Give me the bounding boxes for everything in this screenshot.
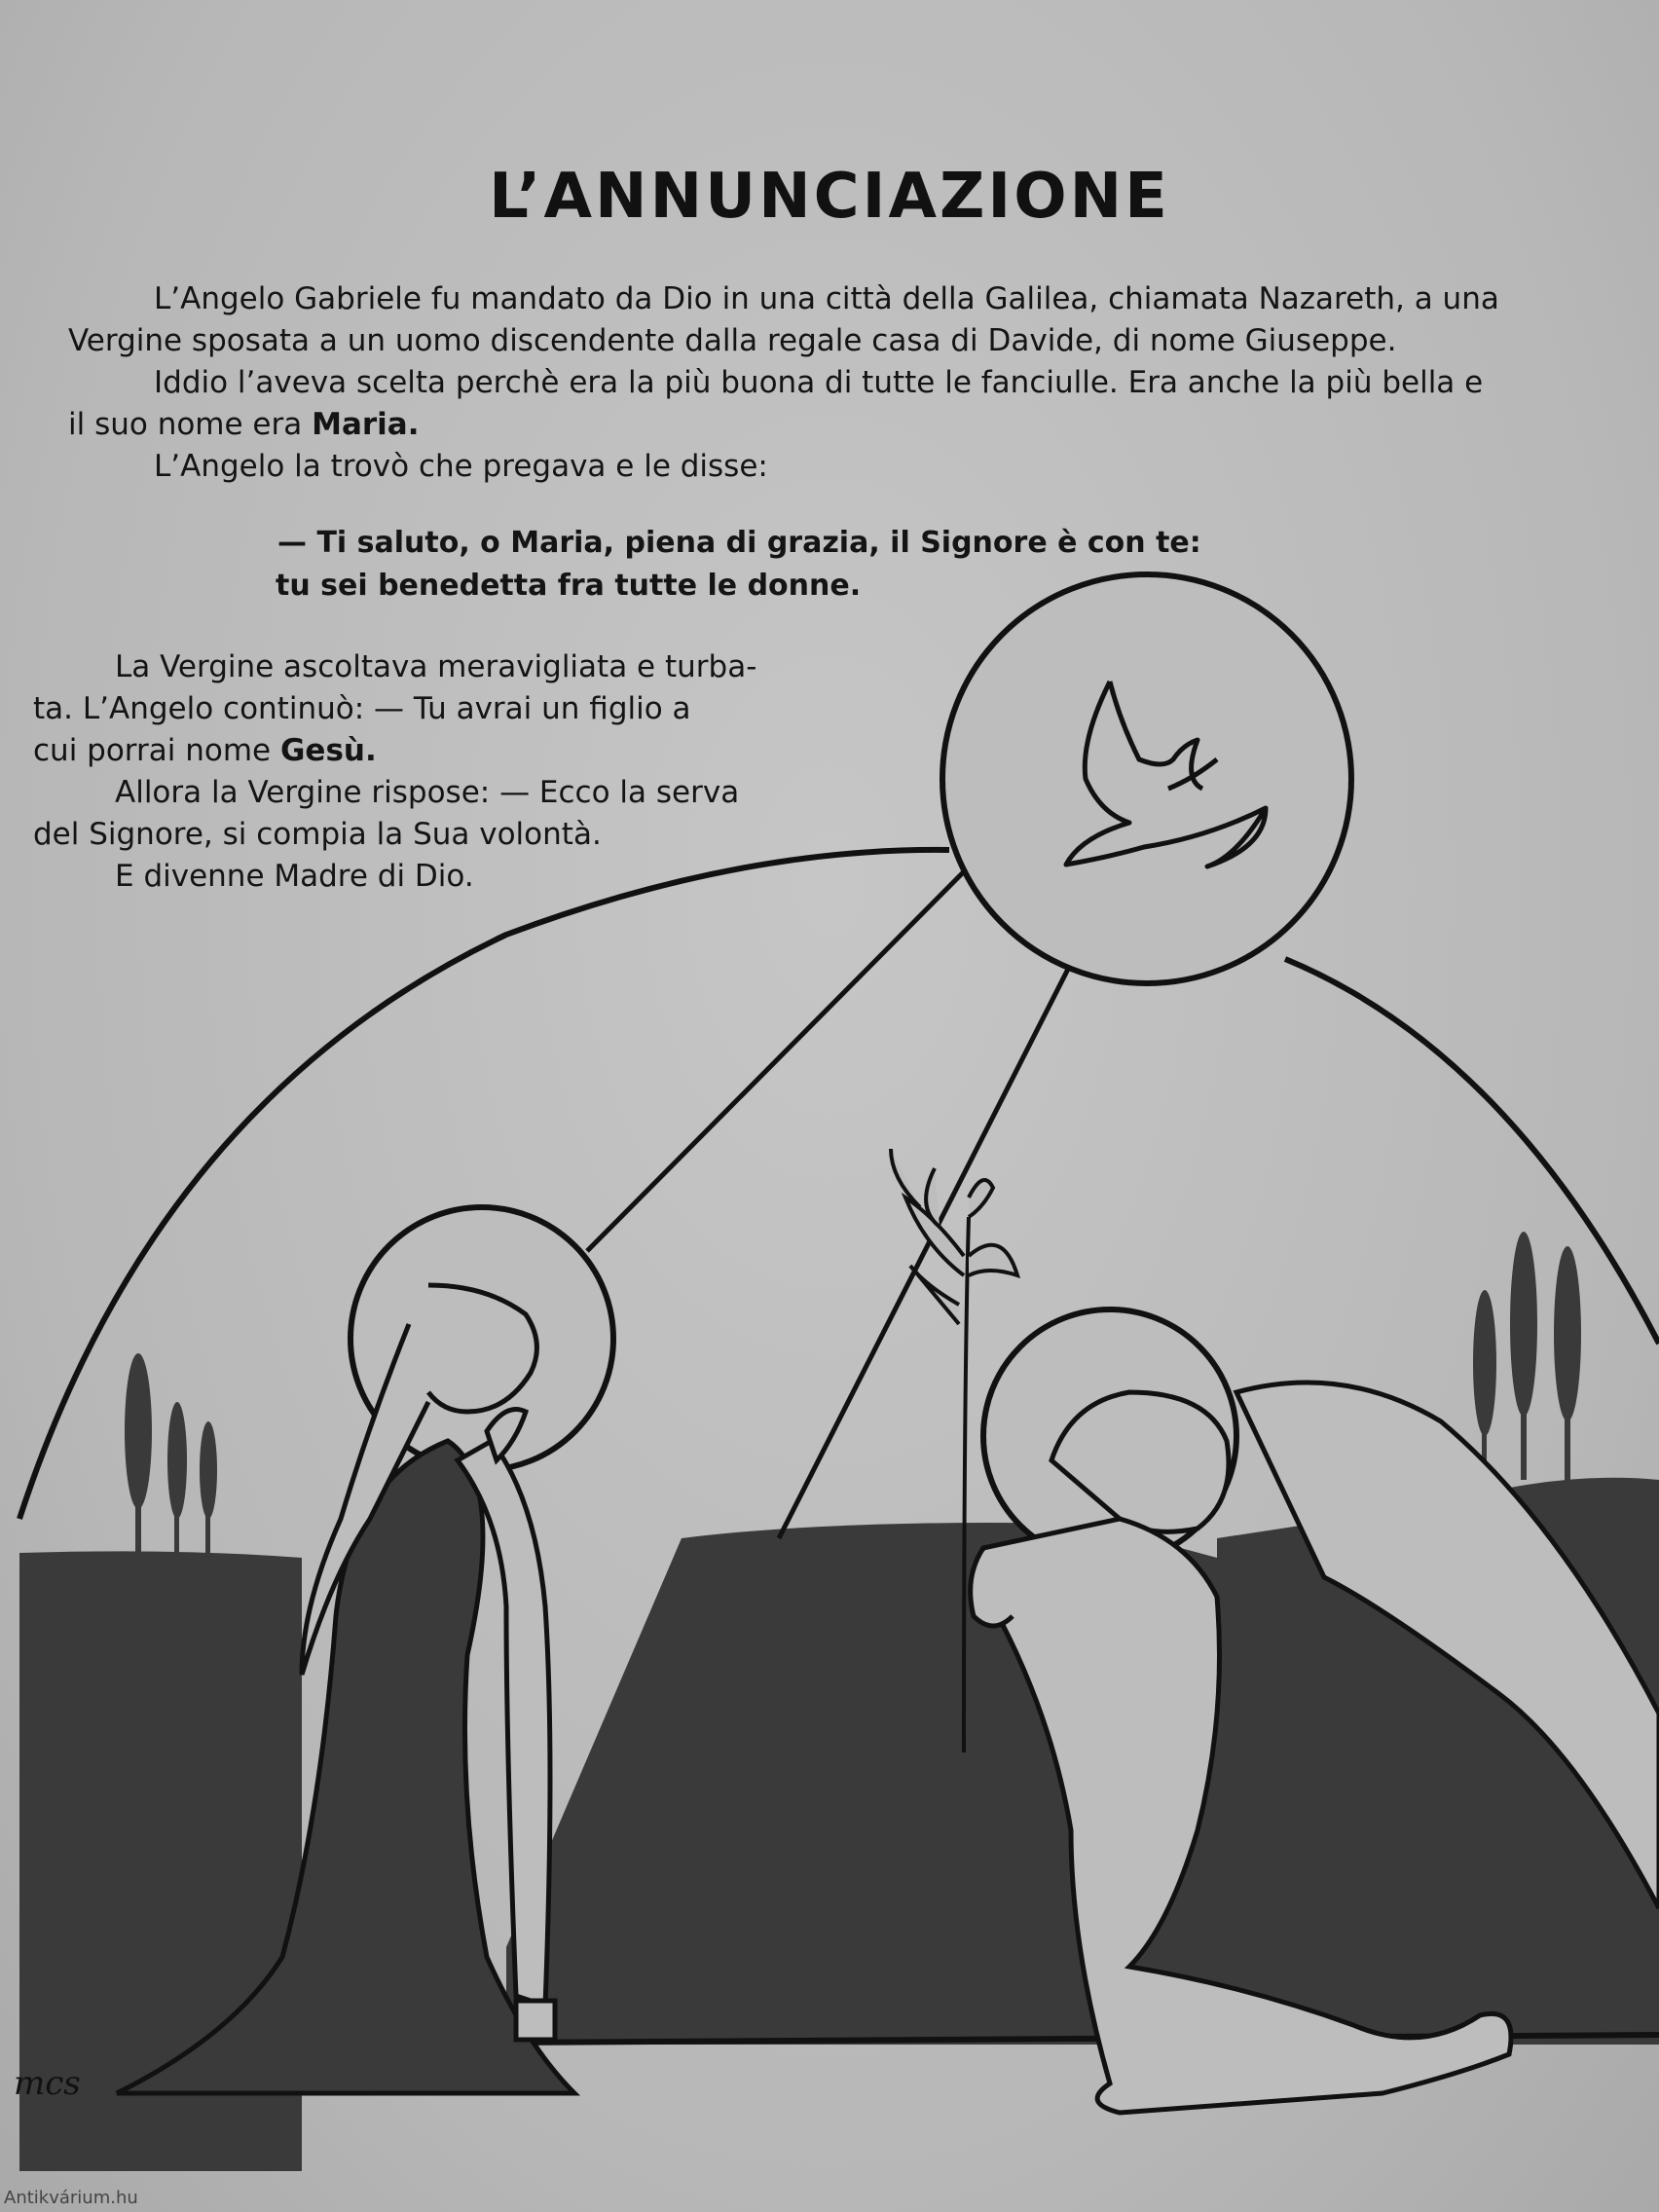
page-title: L’ANNUNCIAZIONE [489, 161, 1170, 233]
paragraph-2-prefix: il suo nome era [68, 407, 303, 442]
paragraph-2-line-1: Iddio l’aveva scelta perchè era la più buona di tutte le fanciulle. Era anche la più bella e [154, 365, 1484, 400]
cypress-trees-left [125, 1353, 217, 1558]
paragraph-1-line-1: L’Angelo Gabriele fu mandato da Dio in una città della Galilea, chiamata Nazareth, a una [154, 281, 1499, 316]
paragraph-2-line-2 [68, 404, 420, 446]
dove-halo [942, 574, 1351, 983]
name-maria: Maria. [312, 407, 420, 442]
artist-signature: mcs [14, 2064, 81, 2103]
paragraph-4-prefix: cui porrai nome [33, 733, 272, 768]
quote-line-2: tu sei benedetta fra tutte le donne. [276, 569, 862, 603]
paragraph-4-line-3 [33, 730, 377, 772]
cypress-trees-right [1473, 1232, 1581, 1490]
name-gesu: Gesù. [279, 733, 377, 768]
paragraph-6-line-1: E divenne Madre di Dio. [115, 859, 474, 894]
paragraph-5-line-2: del Signore, si compia la Sua volontà. [33, 817, 602, 852]
paragraph-4-line-1: La Vergine ascoltava meravigliata e turba- [115, 649, 757, 684]
dome-arch-right [1285, 959, 1659, 1344]
quote-line-1: — Ti saluto, o Maria, piena di grazia, il Signore è con te: [277, 526, 1201, 560]
paragraph-1-line-2: Vergine sposata a un uomo discendente dalla regale casa di Davide, di nome Giuseppe. [68, 323, 1397, 358]
watermark: Antikvárium.hu [4, 2188, 138, 2208]
paragraph-3-line-1: L’Angelo la trovò che pregava e le disse: [154, 449, 768, 484]
paragraph-5-line-1: Allora la Vergine rispose: — Ecco la serva [115, 775, 740, 810]
paragraph-4-line-2: ta. L’Angelo continuò: — Tu avrai un figlio a [33, 691, 691, 726]
